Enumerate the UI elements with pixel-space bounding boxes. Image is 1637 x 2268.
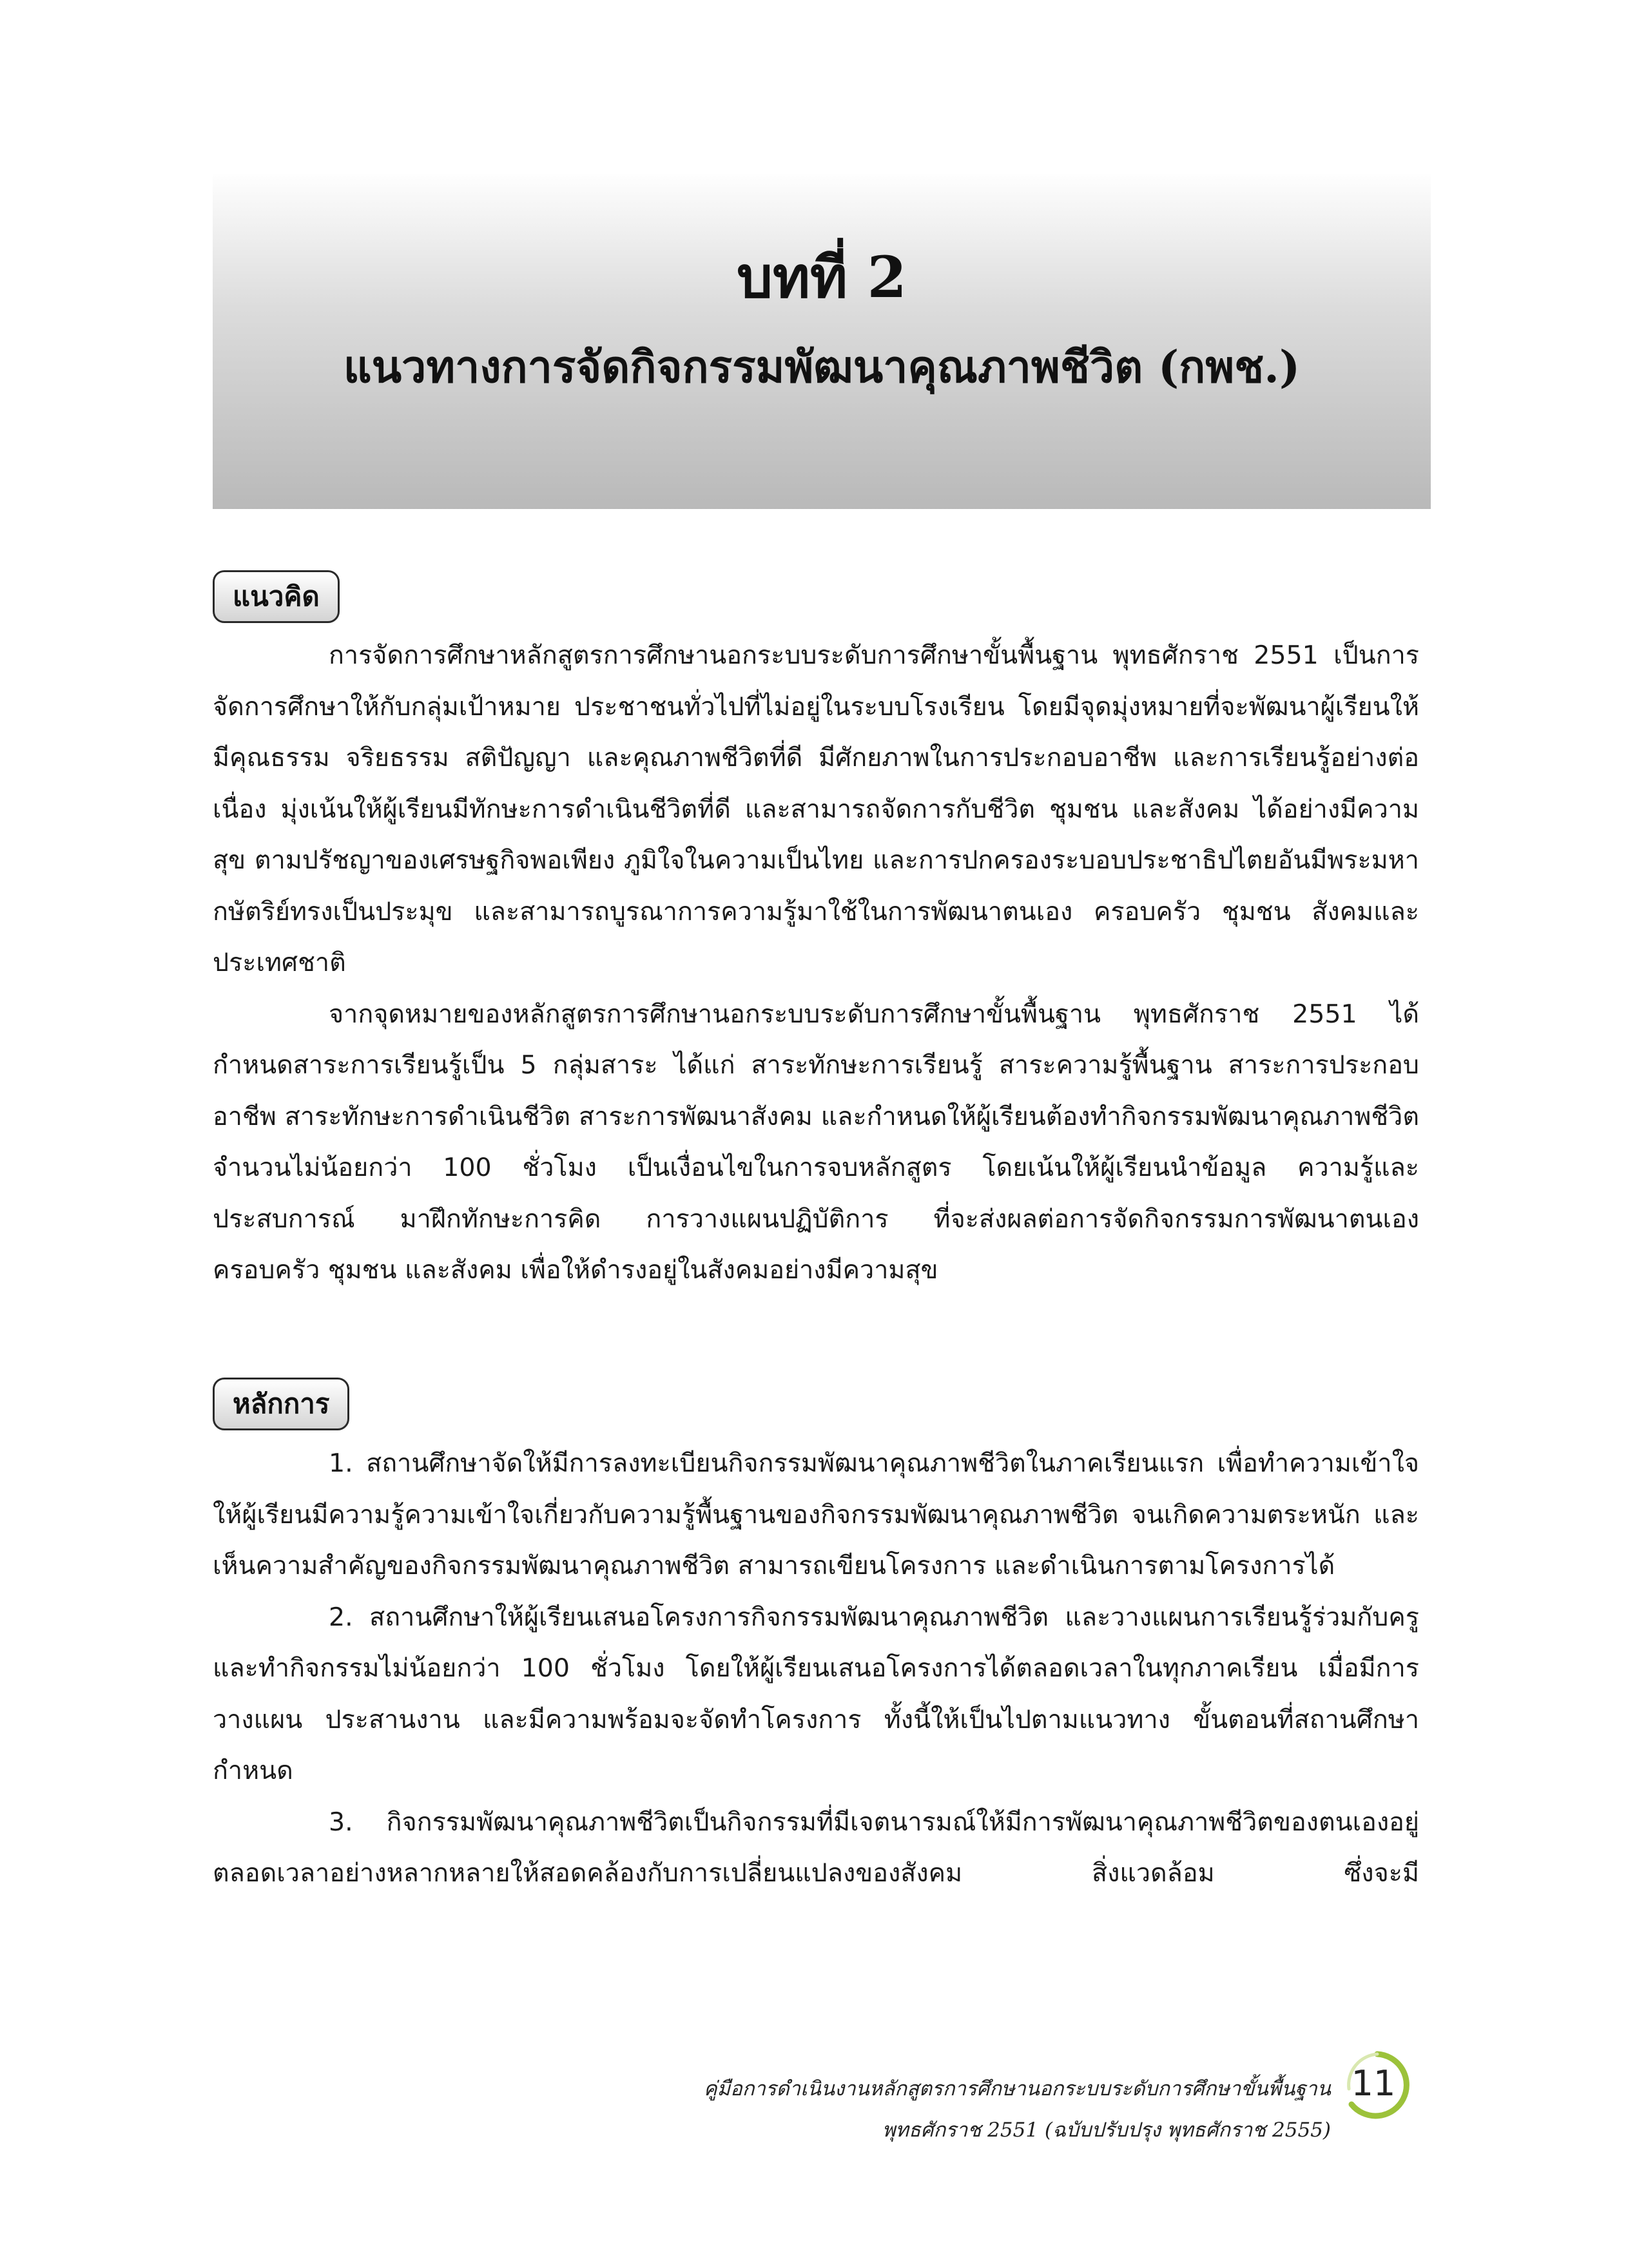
concept-section-label: แนวคิด (213, 570, 340, 623)
principle-item: 2. สถานศึกษาให้ผู้เรียนเสนอโครงการกิจกรรมพัฒนาคุณภาพชีวิต และวางแผนการเรียนรู้ร่วมกับครู และทำกิจกรรมไม่น้อยกว่า 100 ชั่วโมง โดยให้ผู้เรียนเสนอโครงการได้ตลอดเวลาในทุกภาคเรียน เมื่อมีการวางแผน ประสานงาน และมีความพร้อมจะจัดทำโครงการ ทั้งนี้ให้เป็นไปตามแนวทาง ขั้นตอนที่สถานศึกษากำหนด (213, 1602, 1419, 1785)
footer-book-edition: พุทธศักราช 2551 (ฉบับปรับปรุง พุทธศักราช 2555) (882, 2119, 1331, 2142)
chapter-header-banner (213, 174, 1431, 509)
concept-paragraph: การจัดการศึกษาหลักสูตรการศึกษานอกระบบระดับการศึกษาขั้นพื้นฐาน พุทธศักราช 2551 เป็นการจัดการศึกษาให้กับกลุ่มเป้าหมาย ประชาชนทั่วไปที่ไม่อยู่ในระบบโรงเรียน โดยมีจุดมุ่งหมายที่จะพัฒนาผู้เรียนให้มีคุณธรรม จริยธรรม สติปัญญา และคุณภาพชีวิตที่ดี มีศักยภาพในการประกอบอาชีพ และการเรียนรู้อย่างต่อเนื่อง มุ่งเน้นให้ผู้เรียนมีทักษะการดำเนินชีวิตที่ดี และสามารถจัดการกับชีวิต ชุมชน และสังคม ได้อย่างมีความสุข ตามปรัชญาของเศรษฐกิจพอเพียง ภูมิใจในความเป็นไทย และการปกครองระบอบประชาธิปไตยอันมีพระมหากษัตริย์ทรงเป็นประมุข และสามารถบูรณาการความรู้มาใช้ในการพัฒนาตนเอง ครอบครัว ชุมชน สังคมและประเทศชาติ (213, 640, 1419, 977)
concept-paragraph: จากจุดหมายของหลักสูตรการศึกษานอกระบบระดับการศึกษาขั้นพื้นฐาน พุทธศักราช 2551 ได้กำหนดสาระการเรียนรู้เป็น 5 กลุ่มสาระ ได้แก่ สาระทักษะการเรียนรู้ สาระความรู้พื้นฐาน สาระการประกอบอาชีพ สาระทักษะการดำเนินชีวิต สาระการพัฒนาสังคม และกำหนดให้ผู้เรียนต้องทำกิจกรรมพัฒนาคุณภาพชีวิต จำนวนไม่น้อยกว่า 100 ชั่วโมง เป็นเงื่อนไขในการจบหลักสูตร โดยเน้นให้ผู้เรียนนำข้อมูล ความรู้และประสบการณ์ มาฝึกทักษะการคิด การวางแผนปฏิบัติการ ที่จะส่งผลต่อการจัดกิจกรรมการพัฒนาตนเอง ครอบครัว ชุมชน และสังคม เพื่อให้ดำรงอยู่ในสังคมอย่างมีความสุข (213, 999, 1419, 1285)
principle-item: 1. สถานศึกษาจัดให้มีการลงทะเบียนกิจกรรมพัฒนาคุณภาพชีวิตในภาคเรียนแรก เพื่อทำความเข้าใจ ให้ผู้เรียนมีความรู้ความเข้าใจเกี่ยวกับความรู้พื้นฐานของกิจกรรมพัฒนาคุณภาพชีวิต จนเกิดความตระหนัก และเห็นความสำคัญของกิจกรรมพัฒนาคุณภาพชีวิต สามารถเขียนโครงการ และดำเนินการตามโครงการได้ (213, 1448, 1419, 1581)
page-number-badge (1344, 2050, 1411, 2121)
principle-item: 3. กิจกรรมพัฒนาคุณภาพชีวิตเป็นกิจกรรมที่มีเจตนารมณ์ให้มีการพัฒนาคุณภาพชีวิตของตนเองอยู่ตลอดเวลาอย่างหลากหลายให้สอดคล้องกับการเปลี่ยนแปลงของสังคม สิ่งแวดล้อม ซึ่งจะมี (213, 1807, 1419, 1888)
page-number: 11 (1351, 2063, 1396, 2104)
principles-section-label: หลักการ (213, 1378, 349, 1430)
footer-book-title: คู่มือการดำเนินงานหลักสูตรการศึกษานอกระบบระดับการศึกษาขั้นพื้นฐาน (703, 2077, 1331, 2100)
chapter-title: แนวทางการจัดกิจกรรมพัฒนาคุณภาพชีวิต (กพช.) (343, 341, 1301, 393)
page-footer (704, 2068, 1331, 2151)
principles-body (213, 1438, 1419, 1899)
concept-body (213, 630, 1419, 1296)
chapter-number: บทที่ 2 (737, 244, 907, 311)
